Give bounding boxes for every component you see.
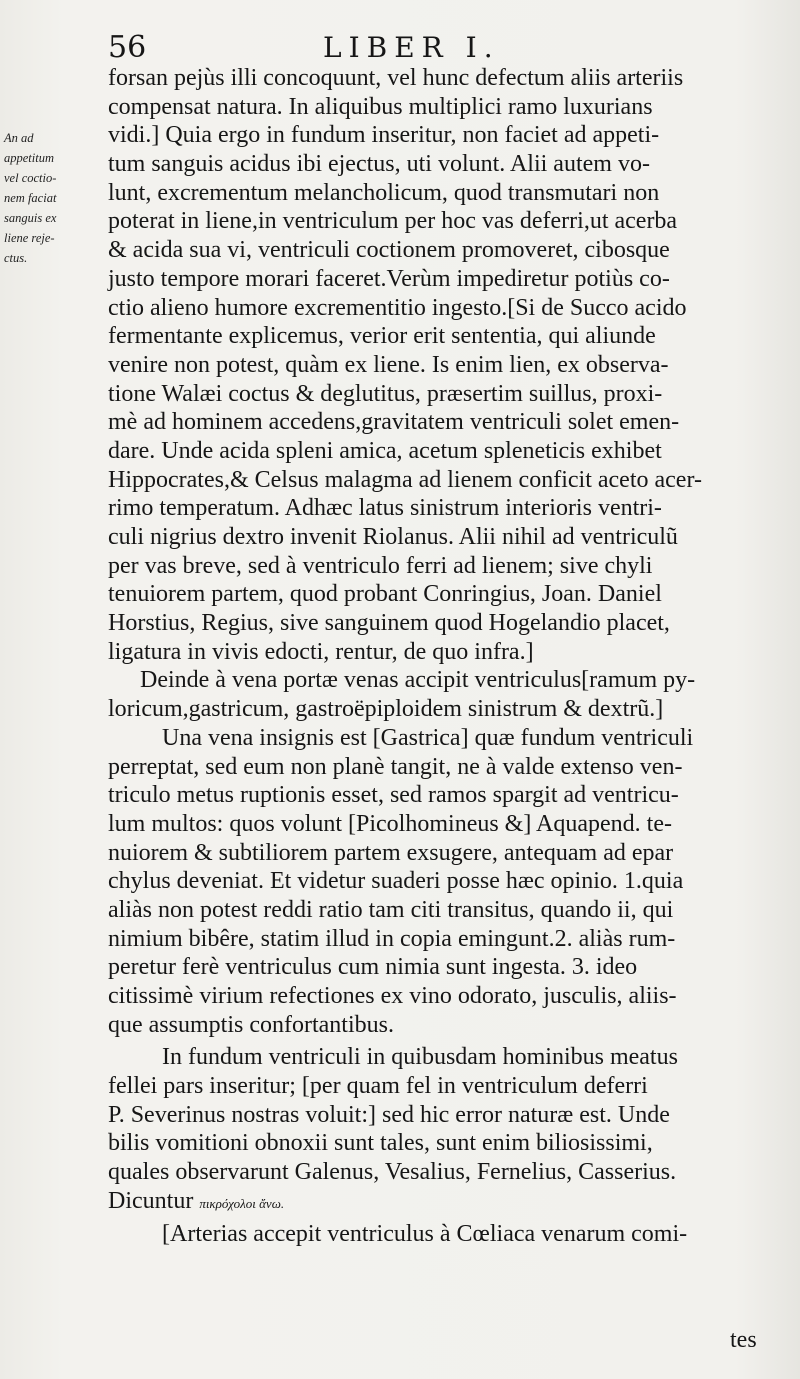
text-line: nimium bibêre, statim illud in copia emingunt.2. aliàs rum- — [108, 925, 676, 952]
text-line: lunt, excrementum melancholicum, quod transmutari non — [108, 179, 660, 206]
page-number: 56 — [108, 30, 147, 65]
text-line: chylus deveniat. Et videtur suaderi posse hæc opinio. 1.quia — [108, 868, 684, 895]
catchword: tes — [730, 1327, 757, 1353]
text-line: justo tempore morari faceret.Verùm impediretur potiùs co- — [108, 265, 670, 292]
text-line: Hippocrates,& Celsus malagma ad lienem conficit aceto acer- — [108, 466, 702, 493]
text-line: compensat natura. In aliquibus multiplici ramo luxurians — [108, 93, 653, 120]
running-head — [108, 28, 768, 68]
text-line: venire non potest, quàm ex liene. Is enim lien, ex observa- — [108, 351, 669, 378]
margin-note-line: appetitum — [4, 151, 54, 165]
text-line-with-greek — [108, 1187, 768, 1216]
paragraph-start: Una vena insignis est [Gastrica] quæ fundum ventriculi — [162, 724, 694, 751]
text-line: fellei pars inseritur; [per quam fel in ventriculum deferri — [108, 1073, 648, 1100]
text-line: forsan pejùs illi concoquunt, vel hunc defectum aliis arteriis — [108, 65, 684, 91]
margin-note-line: nem faciat — [4, 191, 57, 205]
text-line: fermentante explicemus, verior erit sententia, qui aliunde — [108, 323, 656, 350]
text-line: tenuiorem partem, quod probant Conringius, Joan. Daniel — [108, 581, 662, 608]
text-line: nuiorem & subtiliorem partem exsugere, antequam ad epar — [108, 839, 674, 866]
text-line: dare. Unde acida spleni amica, acetum spleneticis exhibet — [108, 437, 662, 464]
text-line: culi nigrius dextro invenit Riolanus. Alii nihil ad ventriculũ — [108, 524, 678, 550]
dicuntur-word: Dicuntur — [108, 1187, 194, 1214]
text-line: Horstius, Regius, sive sanguinem quod Hogelandio placet, — [108, 610, 670, 637]
paragraph-start: [Arterias accepit ventriculus à Cœliaca venarum comi- — [162, 1220, 688, 1247]
text-line: vidi.] Quia ergo in fundum inseritur, non faciet ad appeti- — [108, 122, 660, 149]
margin-note-line: liene reje- — [4, 231, 55, 245]
text-line: ligatura in vivis edocti, rentur, de quo infra.] — [108, 638, 534, 665]
text-line: que assumptis confortantibus. — [108, 1011, 394, 1038]
margin-note-line: ctus. — [4, 251, 28, 265]
text-line: triculo metus ruptionis esset, sed ramos spargit ad ventricu- — [108, 782, 679, 809]
text-line: rimo temperatum. Adhæc latus sinistrum interioris ventri- — [108, 495, 662, 522]
text-line: peretur ferè ventriculus cum nimia sunt ingesta. 3. ideo — [108, 954, 638, 981]
text-line: lum multos: quos volunt [Picolhomineus &] Aquapend. te- — [108, 810, 672, 837]
text-line: bilis vomitioni obnoxii sunt tales, sunt enim biliosissimi, — [108, 1130, 653, 1157]
paragraph-start: Deinde à vena portæ venas accipit ventriculus[ramum py- — [140, 667, 696, 694]
running-title: LIBER I. — [323, 31, 500, 64]
text-line: ctio alieno humore excrementitio ingesto.[Si de Succo acido — [108, 294, 687, 321]
margin-note-line: vel coctio- — [4, 171, 57, 185]
text-line: loricum,gastricum, gastroëpiploidem sinistrum & dextrũ.] — [108, 696, 664, 723]
margin-note-line: An ad — [4, 131, 34, 145]
margin-note — [4, 128, 100, 268]
text-line: & acida sua vi, ventriculi coctionem promoveret, cibosque — [108, 237, 670, 264]
margin-note-line: sanguis ex — [4, 211, 57, 225]
text-line: quales observarunt Galenus, Vesalius, Fernelius, Casserius. — [108, 1159, 677, 1186]
text-line: poterat in liene,in ventriculum per hoc vas deferri,ut acerba — [108, 208, 678, 235]
text-line: P. Severinus nostras voluit:] sed hic error naturæ est. Unde — [108, 1101, 670, 1128]
paragraph-start: In fundum ventriculi in quibusdam hominibus meatus — [162, 1044, 678, 1071]
text-line: citissimè virium refectiones ex vino odorato, jusculis, aliis- — [108, 983, 677, 1009]
body-text — [108, 64, 768, 1248]
text-line: mè ad hominem accedens,gravitatem ventriculi solet emen- — [108, 409, 680, 436]
greek-phrase: πικρόχολοι ἄνω. — [199, 1195, 285, 1211]
text-line: perreptat, sed eum non planè tangit, ne à valde extenso ven- — [108, 753, 683, 780]
text-line: aliàs non potest reddi ratio tam citi transitus, quando ii, qui — [108, 896, 674, 923]
text-line: per vas breve, sed à ventriculo ferri ad lienem; sive chyli — [108, 552, 653, 579]
text-line: tum sanguis acidus ibi ejectus, uti volunt. Alii autem vo- — [108, 151, 650, 178]
text-line: tione Walæi coctus & deglutitus, præsertim suillus, proxi- — [108, 380, 663, 407]
